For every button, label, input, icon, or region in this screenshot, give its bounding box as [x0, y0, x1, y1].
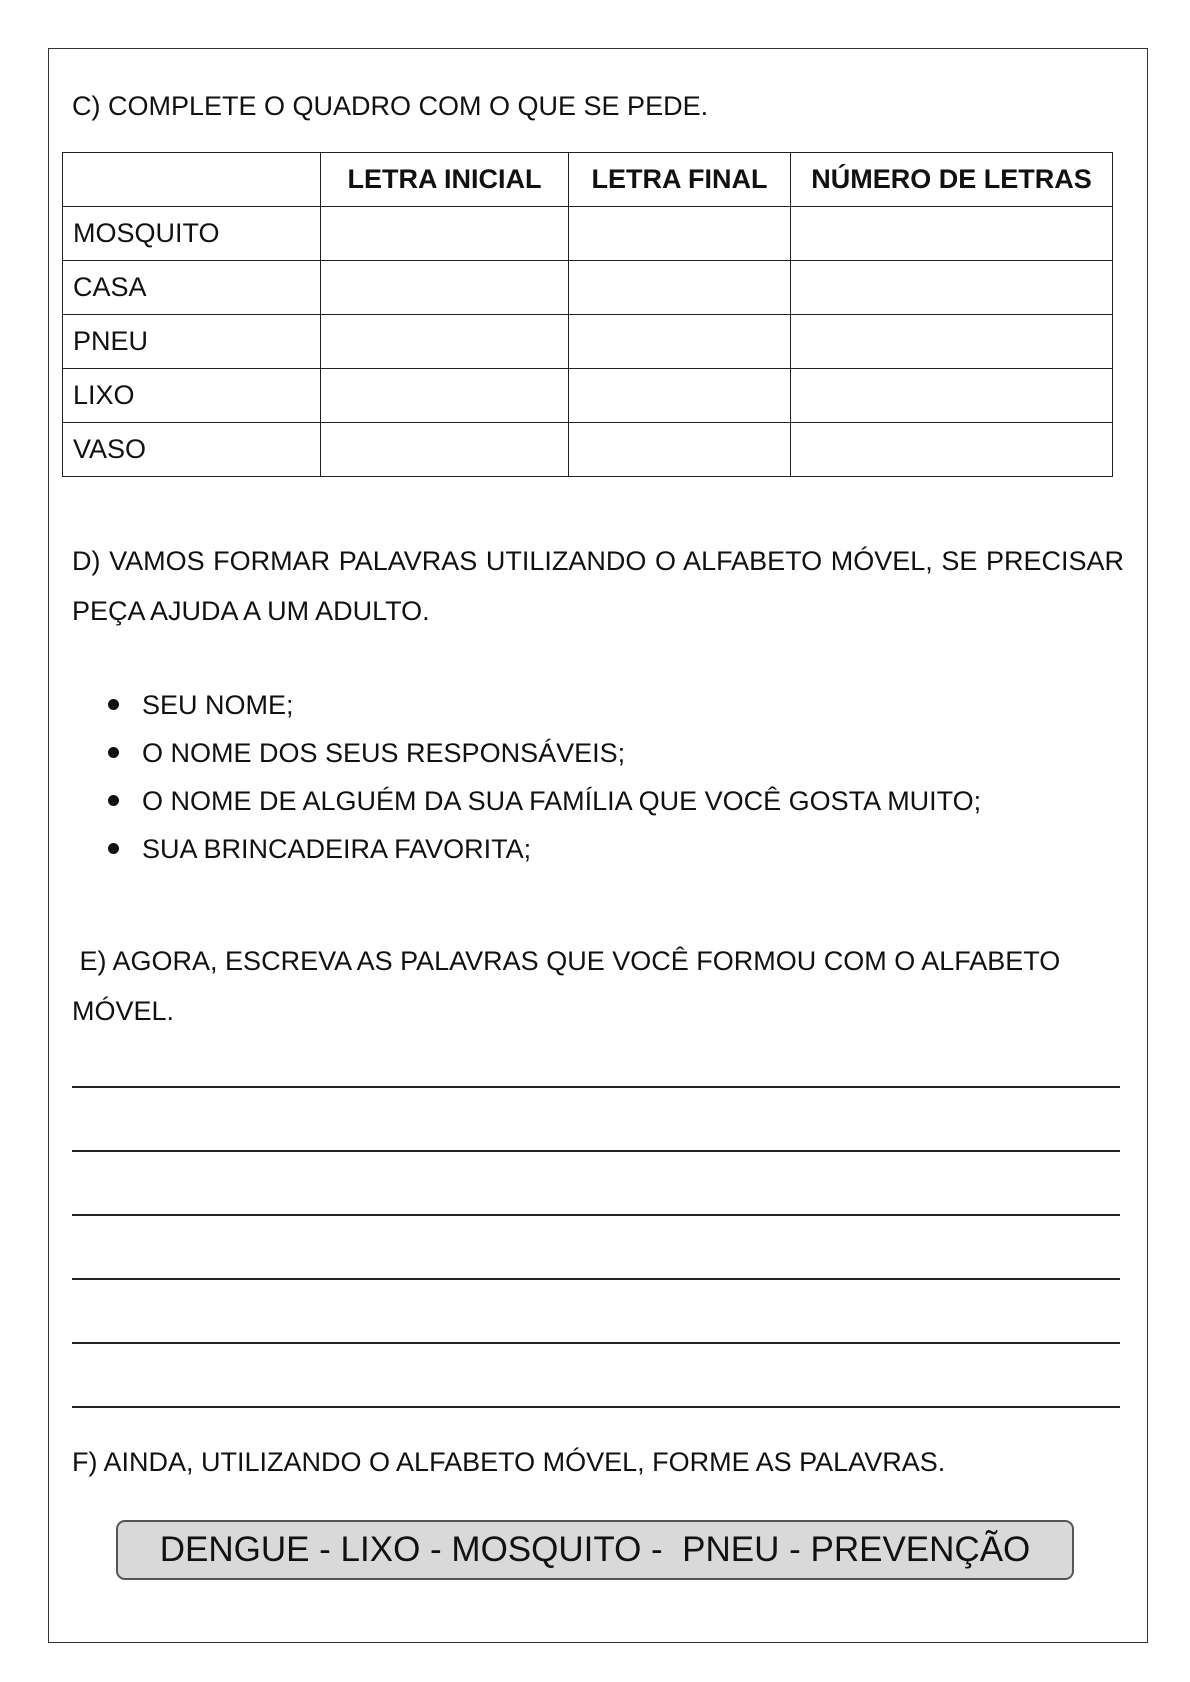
answer-cell[interactable] — [569, 369, 791, 423]
list-item — [108, 729, 981, 777]
writing-line[interactable] — [72, 1278, 1120, 1280]
table-header-row — [63, 153, 1113, 207]
letters-table — [62, 152, 1113, 477]
writing-line[interactable] — [72, 1406, 1120, 1408]
section-d-title: D) VAMOS FORMAR PALAVRAS UTILIZANDO O ALFABETO MÓVEL, SE PRECISAR PEÇA AJUDA A UM ADULTO. — [72, 546, 1124, 626]
answer-cell[interactable] — [569, 261, 791, 315]
writing-line[interactable] — [72, 1342, 1120, 1344]
table-row — [63, 207, 1113, 261]
answer-cell[interactable] — [321, 207, 569, 261]
list-item-text: O NOME DE ALGUÉM DA SUA FAMÍLIA QUE VOCÊ GOSTA MUITO; — [142, 786, 982, 816]
list-item-text: SUA BRINCADEIRA FAVORITA; — [142, 834, 532, 864]
bullet-list — [108, 681, 981, 873]
table-row-label: LIXO — [63, 369, 321, 423]
list-item — [108, 681, 981, 729]
list-item — [108, 825, 981, 873]
answer-cell[interactable] — [321, 369, 569, 423]
bullet-icon — [108, 843, 119, 854]
list-item-text: SEU NOME; — [142, 690, 294, 720]
answer-cell[interactable] — [791, 423, 1113, 477]
table-row-label: MOSQUITO — [63, 207, 321, 261]
writing-line[interactable] — [72, 1214, 1120, 1216]
answer-cell[interactable] — [569, 207, 791, 261]
answer-cell[interactable] — [791, 315, 1113, 369]
answer-cell[interactable] — [791, 369, 1113, 423]
section-f-title: F) AINDA, UTILIZANDO O ALFABETO MÓVEL, FORME AS PALAVRAS. — [72, 1447, 946, 1477]
table-header-cell: NÚMERO DE LETRAS — [791, 153, 1113, 207]
table-row-label: CASA — [63, 261, 321, 315]
section-e-title — [72, 936, 1132, 1036]
answer-cell[interactable] — [791, 261, 1113, 315]
table-row — [63, 261, 1113, 315]
table-row-label: VASO — [63, 423, 321, 477]
list-item — [108, 777, 981, 825]
table-header-cell: LETRA INICIAL — [321, 153, 569, 207]
bullet-icon — [108, 699, 119, 710]
table-row — [63, 369, 1113, 423]
answer-cell[interactable] — [321, 423, 569, 477]
answer-cell[interactable] — [569, 315, 791, 369]
bullet-icon — [108, 747, 119, 758]
table-row — [63, 315, 1113, 369]
table-row-label: PNEU — [63, 315, 321, 369]
table-header-cell: LETRA FINAL — [569, 153, 791, 207]
word-bank: DENGUE - LIXO - MOSQUITO - PNEU - PREVENÇÃO — [116, 1520, 1074, 1580]
bullet-icon — [108, 795, 119, 806]
writing-line[interactable] — [72, 1150, 1120, 1152]
section-c-title: C) COMPLETE O QUADRO COM O QUE SE PEDE. — [72, 91, 709, 121]
table-row — [63, 423, 1113, 477]
section-e-text: E) AGORA, ESCREVA AS PALAVRAS QUE VOCÊ FORMOU COM O ALFABETO MÓVEL. — [72, 946, 1061, 1026]
answer-cell[interactable] — [321, 261, 569, 315]
answer-cell[interactable] — [791, 207, 1113, 261]
answer-cell[interactable] — [321, 315, 569, 369]
table-header-cell — [63, 153, 321, 207]
writing-line[interactable] — [72, 1086, 1120, 1088]
list-item-text: O NOME DOS SEUS RESPONSÁVEIS; — [142, 738, 626, 768]
answer-cell[interactable] — [569, 423, 791, 477]
